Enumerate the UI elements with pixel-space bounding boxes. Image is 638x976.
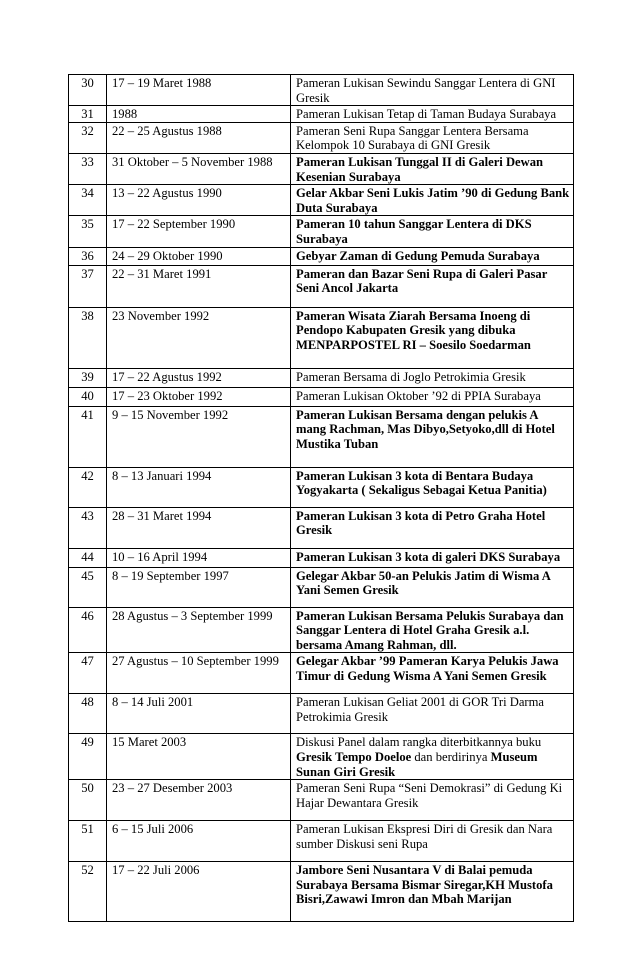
row-date: 8 – 19 September 1997	[107, 567, 291, 607]
table-row	[69, 368, 574, 387]
row-description	[291, 265, 574, 307]
row-description	[291, 567, 574, 607]
table-row	[69, 406, 574, 467]
row-date: 17 – 22 Agustus 1992	[107, 368, 291, 387]
table-row	[69, 862, 574, 922]
description-segment: Pameran Lukisan 3 kota di Petro Graha Hotel Gresik	[296, 508, 546, 538]
row-number: 47	[69, 653, 107, 694]
table-row	[69, 821, 574, 862]
row-description	[291, 307, 574, 368]
table-row	[69, 780, 574, 821]
row-number: 46	[69, 607, 107, 653]
description-segment: dan berdirinya	[411, 749, 491, 764]
row-number: 34	[69, 185, 107, 216]
row-description	[291, 75, 574, 106]
description-segment: Pameran Seni Rupa Sanggar Lentera Bersama Kelompok 10 Surabaya di GNI Gresik	[296, 123, 529, 153]
row-number: 43	[69, 507, 107, 548]
row-number: 49	[69, 734, 107, 780]
row-number: 32	[69, 122, 107, 153]
row-description	[291, 153, 574, 184]
row-date: 17 – 22 Juli 2006	[107, 862, 291, 922]
row-number: 37	[69, 265, 107, 307]
row-date: 23 – 27 Desember 2003	[107, 780, 291, 821]
row-date: 17 – 23 Oktober 1992	[107, 387, 291, 406]
row-date: 31 Oktober – 5 November 1988	[107, 153, 291, 184]
table-row	[69, 307, 574, 368]
description-segment: Pameran Seni Rupa “Seni Demokrasi” di Gedung Ki Hajar Dewantara Gresik	[296, 781, 563, 810]
row-description	[291, 694, 574, 734]
table-row	[69, 387, 574, 406]
table-row	[69, 507, 574, 548]
table-row	[69, 607, 574, 653]
description-segment: Pameran Lukisan Ekspresi Diri di Gresik dan Nara sumber Diskusi seni Rupa	[296, 822, 553, 851]
description-segment: Gebyar Zaman di Gedung Pemuda Surabaya	[296, 248, 540, 263]
table-row	[69, 247, 574, 265]
description-segment: Pameran Lukisan Oktober ’92 di PPIA Surabaya	[296, 388, 541, 403]
row-description	[291, 406, 574, 467]
row-date: 28 – 31 Maret 1994	[107, 507, 291, 548]
row-number: 36	[69, 247, 107, 265]
row-date: 22 – 25 Agustus 1988	[107, 122, 291, 153]
row-description	[291, 467, 574, 507]
table-row	[69, 122, 574, 153]
description-segment: Gelegar Akbar 50-an Pelukis Jatim di Wisma A Yani Semen Gresik	[296, 568, 551, 598]
row-date: 28 Agustus – 3 September 1999	[107, 607, 291, 653]
description-segment: Pameran Lukisan 3 kota di Bentara Budaya Yogyakarta ( Sekaligus Sebagai Ketua Panitia)	[296, 468, 547, 498]
row-description	[291, 780, 574, 821]
description-segment: Jambore Seni Nusantara V di Balai pemuda Surabaya Bersama Bismar Siregar,KH Mustofa Bisri,Zawawi Imron dan Mbah Marijan	[296, 863, 553, 907]
row-date: 8 – 14 Juli 2001	[107, 694, 291, 734]
row-description	[291, 653, 574, 694]
description-segment: Pameran Lukisan Tunggal II di Galeri Dewan Kesenian Surabaya	[296, 154, 544, 184]
row-date: 8 – 13 Januari 1994	[107, 467, 291, 507]
description-segment: Pameran Lukisan 3 kota di galeri DKS Surabaya	[296, 549, 561, 564]
row-date: 22 – 31 Maret 1991	[107, 265, 291, 307]
table-row	[69, 216, 574, 247]
row-date: 1988	[107, 106, 291, 123]
row-number: 40	[69, 387, 107, 406]
row-number: 38	[69, 307, 107, 368]
table-row	[69, 75, 574, 106]
row-date: 17 – 19 Maret 1988	[107, 75, 291, 106]
row-date: 23 November 1992	[107, 307, 291, 368]
row-description	[291, 821, 574, 862]
row-number: 52	[69, 862, 107, 922]
row-description	[291, 548, 574, 567]
row-date: 17 – 22 September 1990	[107, 216, 291, 247]
table-row	[69, 185, 574, 216]
description-segment: Pameran Lukisan Geliat 2001 di GOR Tri Darma Petrokimia Gresik	[296, 695, 544, 724]
row-number: 44	[69, 548, 107, 567]
row-description	[291, 216, 574, 247]
row-description	[291, 862, 574, 922]
row-number: 35	[69, 216, 107, 247]
description-segment: Pameran 10 tahun Sanggar Lentera di DKS Surabaya	[296, 217, 532, 246]
description-segment: Pameran Lukisan Tetap di Taman Budaya Surabaya	[296, 107, 557, 122]
row-description	[291, 185, 574, 216]
row-date: 27 Agustus – 10 September 1999	[107, 653, 291, 694]
table-row	[69, 734, 574, 780]
row-description	[291, 247, 574, 265]
description-segment: Gelegar Akbar ’99 Pameran Karya Pelukis Jawa Timur di Gedung Wisma A Yani Semen Gresik	[296, 654, 559, 683]
row-number: 48	[69, 694, 107, 734]
row-number: 45	[69, 567, 107, 607]
row-description	[291, 507, 574, 548]
description-segment: Gresik Tempo Doeloe	[296, 749, 412, 764]
row-date: 9 – 15 November 1992	[107, 406, 291, 467]
table-row	[69, 153, 574, 184]
row-description	[291, 122, 574, 153]
description-segment: Pameran Bersama di Joglo Petrokimia Gresik	[296, 369, 526, 384]
exhibition-history-table	[68, 74, 574, 922]
table-row	[69, 467, 574, 507]
description-segment: Diskusi Panel dalam rangka diterbitkannya buku	[296, 735, 542, 750]
row-date: 15 Maret 2003	[107, 734, 291, 780]
row-description	[291, 734, 574, 780]
row-description	[291, 607, 574, 653]
row-number: 41	[69, 406, 107, 467]
row-number: 42	[69, 467, 107, 507]
row-description	[291, 387, 574, 406]
table-row	[69, 548, 574, 567]
description-segment: Pameran Wisata Ziarah Bersama Inoeng di Pendopo Kabupaten Gresik yang dibuka MENPARPOSTEL RI – Soesilo Soedarman	[296, 308, 531, 352]
description-segment: Pameran dan Bazar Seni Rupa di Galeri Pasar Seni Ancol Jakarta	[296, 266, 548, 296]
table-body	[69, 75, 574, 922]
row-description	[291, 368, 574, 387]
row-number: 39	[69, 368, 107, 387]
row-number: 51	[69, 821, 107, 862]
row-number: 33	[69, 153, 107, 184]
row-date: 6 – 15 Juli 2006	[107, 821, 291, 862]
description-segment: Museum Sunan Giri Gresik	[296, 749, 538, 779]
table-row	[69, 653, 574, 694]
row-number: 30	[69, 75, 107, 106]
description-segment: Pameran Lukisan Bersama Pelukis Surabaya dan Sanggar Lentera di Hotel Graha Gresik a.l. bersama Amang Rahman, dll.	[296, 608, 564, 652]
table-row	[69, 694, 574, 734]
row-date: 10 – 16 April 1994	[107, 548, 291, 567]
description-segment: Pameran Lukisan Bersama dengan pelukis A mang Rachman, Mas Dibyo,Setyoko,dll di Hotel Mustika Tuban	[296, 407, 555, 451]
description-segment: Pameran Lukisan Sewindu Sanggar Lentera di GNI Gresik	[296, 76, 556, 105]
table-row	[69, 567, 574, 607]
row-description	[291, 106, 574, 123]
table-row	[69, 106, 574, 123]
row-date: 24 – 29 Oktober 1990	[107, 247, 291, 265]
row-date: 13 – 22 Agustus 1990	[107, 185, 291, 216]
row-number: 31	[69, 106, 107, 123]
row-number: 50	[69, 780, 107, 821]
table-row	[69, 265, 574, 307]
description-segment: Gelar Akbar Seni Lukis Jatim ’90 di Gedung Bank Duta Surabaya	[296, 186, 570, 215]
